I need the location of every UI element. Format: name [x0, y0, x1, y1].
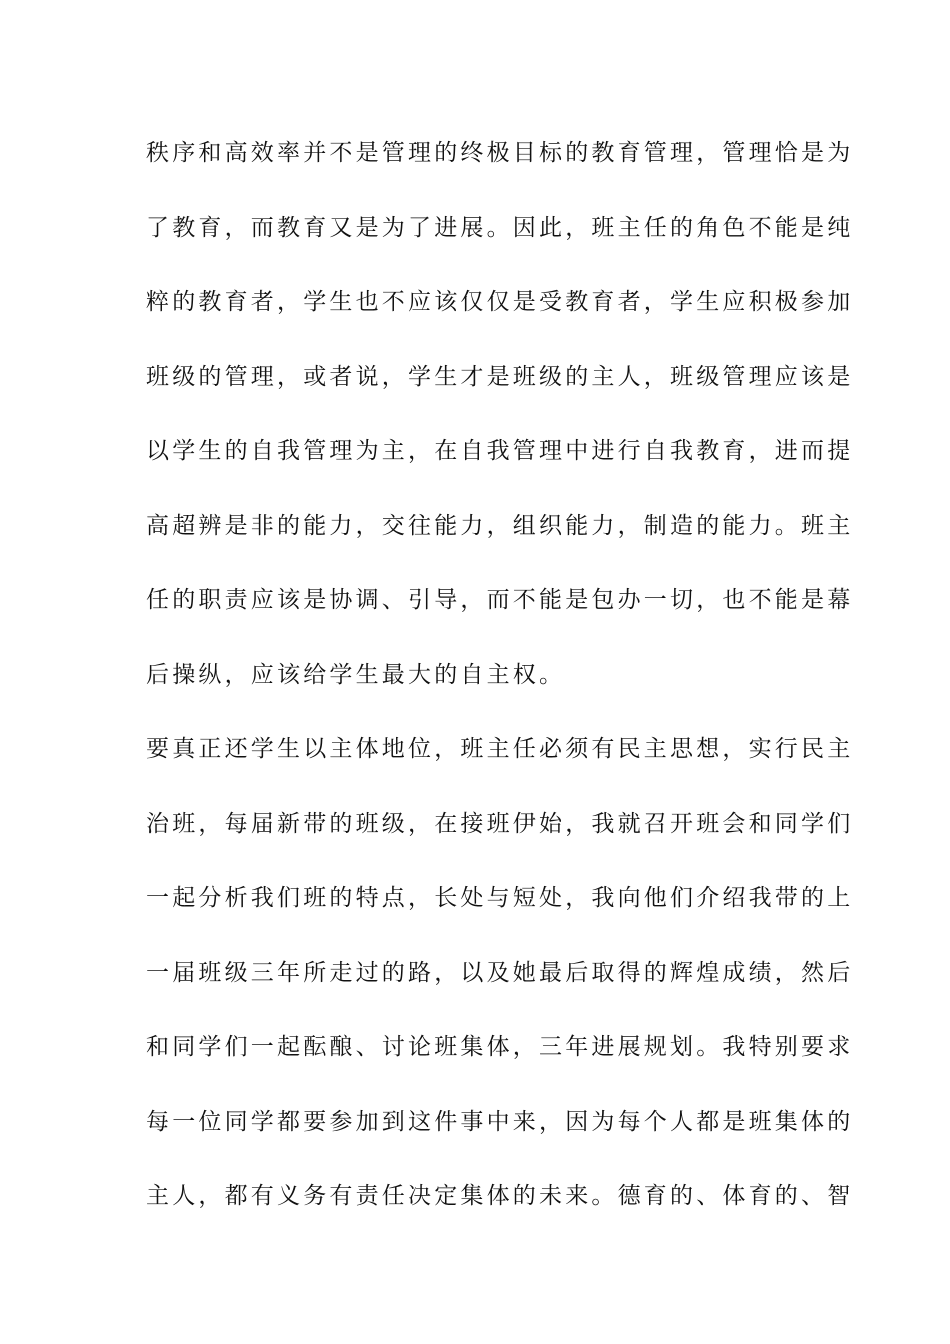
text-line: 主人，都有义务有责任决定集体的未来。德育的、体育的、智 — [146, 1183, 854, 1209]
text-line: 秩序和高效率并不是管理的终极目标的教育管理，管理恰是为 — [146, 140, 854, 166]
text-line: 一起分析我们班的特点，长处与短处，我向他们介绍我带的上 — [146, 885, 854, 911]
text-line: 治班，每届新带的班级，在接班伊始，我就召开班会和同学们 — [146, 810, 854, 837]
text-line: 班级的管理，或者说，学生才是班级的主人，班级管理应该是 — [146, 363, 854, 390]
text-line: 一届班级三年所走过的路，以及她最后取得的辉煌成绩，然后 — [146, 959, 854, 986]
text-line: 每一位同学都要参加到这件事中来，因为每个人都是班集体的 — [146, 1108, 854, 1135]
text-line: 和同学们一起酝酿、讨论班集体，三年进展规划。我特别要求 — [146, 1034, 854, 1060]
body-text — [146, 126, 854, 1244]
text-line: 以学生的自我管理为主，在自我管理中进行自我教育，进而提 — [146, 438, 854, 464]
text-line: 高超辨是非的能力，交往能力，组织能力，制造的能力。班主 — [146, 512, 854, 539]
text-line: 了教育，而教育又是为了进展。因此，班主任的角色不能是纯 — [146, 214, 854, 241]
text-line: 要真正还学生以主体地位，班主任必须有民主思想，实行民主 — [146, 736, 854, 762]
text-line: 粹的教育者，学生也不应该仅仅是受教育者，学生应积极参加 — [146, 289, 854, 315]
text-line: 任的职责应该是协调、引导，而不能是包办一切，也不能是幕 — [146, 587, 854, 613]
text-line: 后操纵，应该给学生最大的自主权。 — [146, 661, 566, 688]
